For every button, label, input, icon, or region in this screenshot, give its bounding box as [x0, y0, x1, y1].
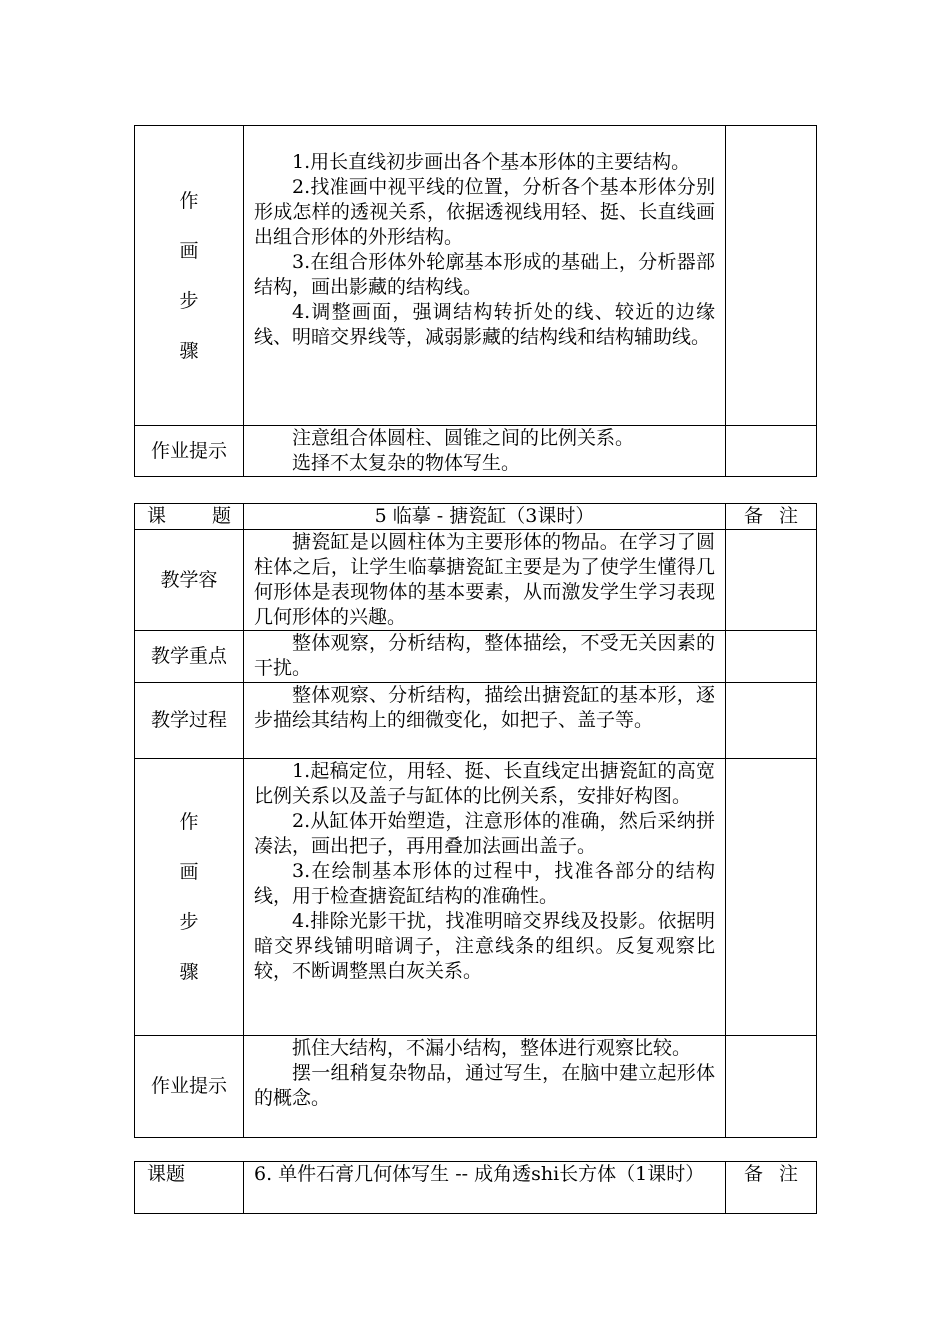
step-paragraph: 2.找准画中视平线的位置，分析各个基本形体分别形成怎样的透视关系，依据透视线用轻、挺、长直线画出组合形体的外形结构。: [254, 176, 715, 248]
row-content: [244, 530, 726, 631]
row-label: 教学过程: [135, 683, 244, 759]
header-char: 注: [779, 505, 799, 527]
label-char: 画: [179, 861, 199, 883]
table-row: [135, 683, 817, 759]
row-note: [726, 126, 817, 426]
row-content: [244, 683, 726, 759]
step-paragraph: 4.调整画面，强调结构转折处的线、较近的边缘线、明暗交界线等，减弱影藏的结构线和结构辅助线。: [254, 301, 715, 348]
table-lesson-5: [134, 503, 817, 1138]
table-row: [135, 530, 817, 631]
row-note: [726, 683, 817, 759]
row-content: [244, 759, 726, 1036]
row-content: [244, 426, 726, 477]
label-char: 步: [179, 911, 199, 933]
header-label-topic: [135, 504, 244, 530]
hint-paragraph: 注意组合体圆柱、圆锥之间的比例关系。: [292, 427, 635, 449]
row-label-drawing-steps: [135, 126, 244, 426]
hint-paragraph: 抓住大结构，不漏小结构，整体进行观察比较。: [292, 1037, 692, 1059]
table-header-row: [135, 1162, 817, 1214]
step-paragraph: 1.起稿定位，用轻、挺、长直线定出搪瓷缸的高宽比例关系以及盖子与缸体的比例关系，安排好构图。: [254, 760, 715, 807]
table-row: [135, 126, 817, 426]
header-char: 备: [743, 1163, 763, 1185]
row-note: [726, 1036, 817, 1138]
label-char: 作: [179, 189, 199, 212]
step-paragraph: 1.用长直线初步画出各个基本形体的主要结构。: [292, 151, 691, 173]
step-paragraph: 3.在绘制基本形体的过程中，找准各部分的结构线，用于检查搪瓷缸结构的准确性。: [254, 860, 715, 907]
row-content: [244, 126, 726, 426]
row-note: [726, 759, 817, 1036]
step-paragraph: 4.排除光影干扰，找准明暗交界线及投影。依据明暗交界线铺明暗调子，注意线条的组织。反复观察比较，不断调整黑白灰关系。: [254, 910, 715, 982]
header-label-topic: 课题: [135, 1162, 244, 1214]
label-char: 作: [179, 811, 199, 833]
header-label-note: [726, 504, 817, 530]
step-paragraph: 2.从缸体开始塑造，注意形体的准确，然后采纳拼凑法，画出把子，再用叠加法画出盖子。: [254, 810, 715, 857]
row-label: 作业提示: [135, 426, 244, 477]
lesson-title: 6. 单件石膏几何体写生 -- 成角透shi长方体（1课时）: [244, 1162, 726, 1214]
header-char: 课: [146, 505, 166, 527]
table-row: [135, 631, 817, 683]
lesson-title: 5 临摹 - 搪瓷缸（3课时）: [244, 504, 726, 530]
table-row: [135, 759, 817, 1036]
table-header-row: [135, 504, 817, 530]
row-note: [726, 530, 817, 631]
hint-paragraph: 选择不太复杂的物体写生。: [292, 452, 521, 474]
header-char: 题: [212, 505, 232, 527]
content-paragraph: 整体观察、分析结构，描绘出搪瓷缸的基本形，逐步描绘其结构上的细微变化，如把子、盖子等。: [254, 684, 715, 731]
label-char: 骤: [179, 961, 199, 983]
row-label: 教学重点: [135, 631, 244, 683]
hint-paragraph: 摆一组稍复杂物品，通过写生，在脑中建立起形体的概念。: [254, 1062, 715, 1109]
label-char: 骤: [179, 339, 199, 362]
content-paragraph: 整体观察，分析结构，整体描绘，不受无关因素的干扰。: [254, 632, 715, 679]
row-label-drawing-steps: [135, 759, 244, 1036]
row-label: 教学容: [135, 530, 244, 631]
label-char: 画: [179, 239, 199, 262]
row-note: [726, 631, 817, 683]
row-note: [726, 426, 817, 477]
table-row: [135, 426, 817, 477]
row-content: [244, 1036, 726, 1138]
table-lesson-6: [134, 1161, 817, 1214]
header-label-note: [726, 1162, 817, 1214]
row-content: [244, 631, 726, 683]
row-label: 作业提示: [135, 1036, 244, 1138]
table-drawing-steps-1: [134, 125, 817, 477]
header-char: 注: [779, 1163, 799, 1185]
content-paragraph: 搪瓷缸是以圆柱体为主要形体的物品。在学习了圆柱体之后，让学生临摹搪瓷缸主要是为了使学生懂得几何形体是表现物体的基本要素，从而激发学生学习表现几何形体的兴趣。: [254, 531, 715, 628]
header-char: 备: [743, 505, 763, 527]
step-paragraph: 3.在组合形体外轮廓基本形成的基础上，分析器部结构，画出影藏的结构线。: [254, 251, 715, 298]
label-char: 步: [179, 289, 199, 312]
table-row: [135, 1036, 817, 1138]
